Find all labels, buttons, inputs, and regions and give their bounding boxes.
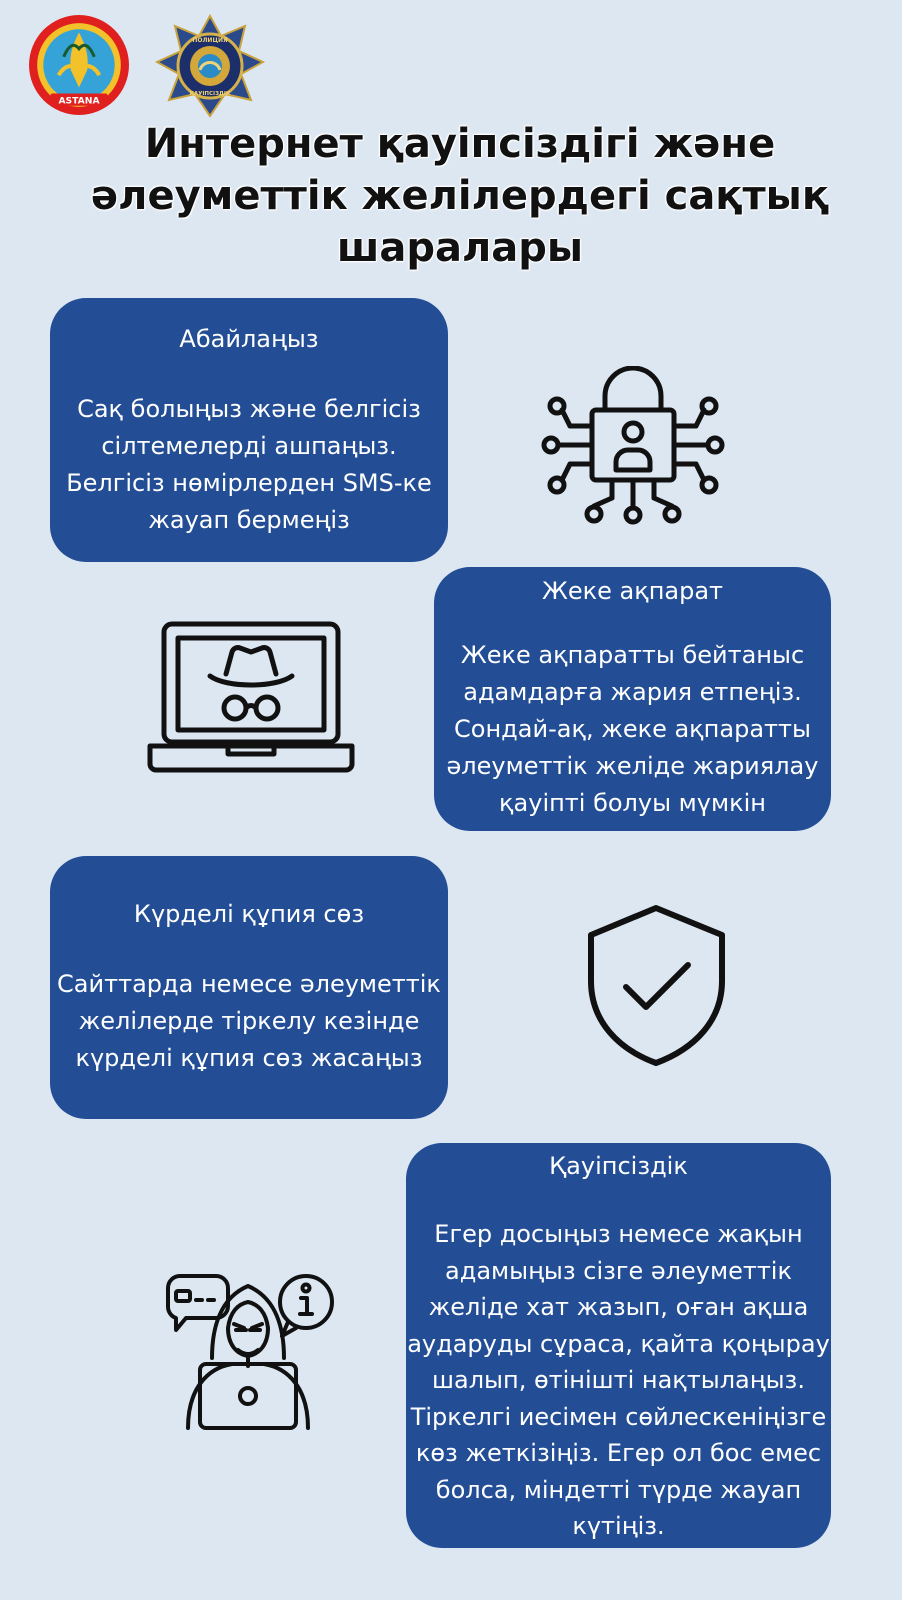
tip-card-line: шалып, өтінішті нақтылаңыз.	[432, 1366, 805, 1394]
page-title-line: әлеуметтік желілердегі сақтық	[91, 173, 829, 219]
police-logo-top-label: ПОЛИЦИЯ	[192, 37, 228, 44]
police-logo-bottom-label: ҚАУІПСІЗДІК	[189, 91, 231, 97]
hacker-laptop-icon	[160, 1258, 340, 1430]
tip-card-line: қауіпті болуы мүмкін	[499, 789, 766, 817]
tip-card-body	[406, 1216, 831, 1545]
tip-card-line: әлеуметтік желіде жариялау	[446, 752, 819, 780]
tip-card-heading: Күрделі құпия сөз	[133, 900, 365, 928]
tip-card-line: күтіңіз.	[572, 1512, 665, 1540]
tip-card-line: Белгісіз нөмірлерден SMS-ке	[66, 469, 432, 497]
tip-card-body	[434, 637, 831, 822]
page-title-line: Интернет қауіпсіздігі және	[144, 121, 776, 167]
tip-card-security	[406, 1143, 831, 1548]
tip-card-line: Жеке ақпаратты бейтаныс	[460, 641, 805, 669]
tip-card-heading: Қауіпсіздік	[549, 1152, 688, 1180]
tip-card-line: жауап бермеңіз	[148, 506, 350, 534]
tip-card-line: Тіркелгі иесімен сөйлескеніңізге	[410, 1402, 827, 1431]
tip-card-line: көз жеткізіңіз. Егер ол бос емес	[415, 1439, 822, 1467]
tip-card-line: күрделі құпия сөз жасаңыз	[75, 1044, 423, 1072]
tip-card-heading: Жеке ақпарат	[541, 577, 724, 605]
network-lock-user-icon	[540, 366, 726, 530]
tip-card-line: адамыңыз сізге әлеуметтік	[445, 1256, 792, 1285]
tip-card-line: Сайттарда немесе әлеуметтік	[57, 970, 441, 998]
shield-check-icon	[584, 903, 729, 1069]
tip-card-personal-info	[434, 567, 831, 831]
astana-logo-label: ASTANA	[58, 95, 100, 107]
tip-card-line: сілтемелерді ашпаңыз.	[101, 432, 397, 460]
page-title	[60, 118, 860, 274]
tip-card-be-careful	[50, 298, 448, 562]
astana-emblem-logo	[28, 14, 130, 116]
right-edge-strip	[902, 0, 916, 1600]
tip-card-line: болса, міндетті түрде жауап	[435, 1475, 802, 1504]
tip-card-line: желіде хат жазып, оған ақша	[428, 1293, 809, 1321]
tip-card-strong-password	[50, 856, 448, 1119]
tip-card-line: аударуды сұраса, қайта қоңырау	[407, 1329, 830, 1358]
laptop-incognito-icon	[146, 618, 356, 780]
tip-card-line: Сондай-ақ, жеке ақпаратты	[454, 715, 811, 743]
tip-card-body	[50, 966, 448, 1077]
tip-card-heading: Абайлаңыз	[179, 325, 319, 353]
police-badge-logo	[155, 14, 265, 118]
tip-card-line: Егер досыңыз немесе жақын	[434, 1220, 803, 1248]
tip-card-body	[50, 391, 448, 539]
tip-card-line: Сақ болыңыз және белгісіз	[77, 395, 421, 423]
page-title-line: шаралары	[336, 225, 584, 271]
tip-card-line: желілерде тіркелу кезінде	[78, 1007, 420, 1035]
tip-card-line: адамдарға жария етпеңіз.	[463, 678, 802, 706]
